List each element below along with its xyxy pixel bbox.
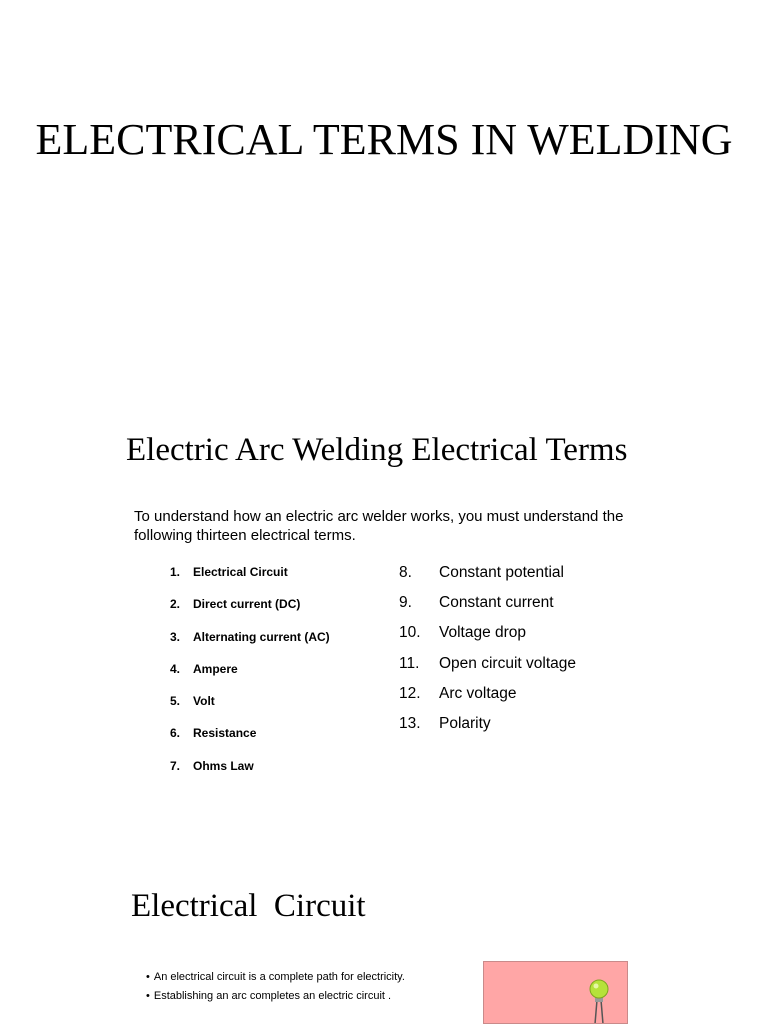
list-item	[399, 563, 576, 593]
circuit-illustration	[483, 961, 628, 1024]
list-item	[399, 654, 576, 684]
item-number: 7.	[169, 758, 180, 773]
item-number: 3.	[169, 629, 180, 644]
item-number: 12.	[399, 684, 421, 702]
bullet-item: • Establishing an arc completes an electric circuit .	[146, 987, 405, 1006]
list-item	[399, 684, 576, 714]
item-number: 11.	[399, 654, 420, 672]
light-bulb-icon	[585, 978, 613, 1024]
item-label: Resistance	[193, 726, 257, 741]
item-label: Open circuit voltage	[439, 654, 576, 672]
terms-list-right	[399, 563, 576, 744]
list-item	[399, 593, 576, 623]
circuit-title: Electrical Circuit	[131, 888, 366, 924]
item-label: Direct current (DC)	[193, 597, 301, 612]
bullet-item: • An electrical circuit is a complete path for electricity.	[146, 968, 405, 987]
list-item	[399, 623, 576, 653]
item-label: Voltage drop	[439, 624, 527, 642]
intro-text: To understand how an electric arc welder works, you must understand the following thirteen electrical terms.	[134, 508, 624, 544]
item-number: 10.	[399, 624, 421, 642]
item-label: Electrical Circuit	[193, 565, 288, 579]
item-number: 2.	[169, 597, 180, 612]
item-number: 8.	[399, 564, 412, 581]
item-number: 9.	[399, 594, 412, 612]
item-number: 4.	[169, 661, 180, 676]
item-number: 13.	[399, 714, 421, 732]
list-item	[160, 562, 330, 594]
section-title: Electric Arc Welding Electrical Terms	[126, 432, 628, 468]
list-item	[399, 714, 576, 744]
item-label: Arc voltage	[439, 684, 517, 702]
item-label: Ampere	[193, 661, 238, 676]
slide-title: ELECTRICAL TERMS IN WELDING	[35, 115, 733, 164]
list-item	[160, 691, 330, 723]
item-label: Constant potential	[439, 564, 564, 581]
terms-list-left	[160, 562, 330, 788]
list-item	[160, 594, 330, 626]
list-item	[160, 756, 330, 788]
circuit-bullets	[146, 968, 405, 1006]
item-label: Constant current	[439, 594, 554, 612]
list-item	[160, 627, 330, 659]
item-label: Alternating current (AC)	[193, 629, 330, 644]
item-label: Volt	[193, 694, 215, 709]
item-label: Ohms Law	[193, 758, 254, 773]
list-item	[160, 723, 330, 755]
item-number: 6.	[169, 726, 180, 741]
item-label: Polarity	[439, 714, 491, 732]
item-number: 5.	[169, 694, 180, 709]
list-item	[160, 659, 330, 691]
item-number: 1.	[169, 565, 180, 579]
